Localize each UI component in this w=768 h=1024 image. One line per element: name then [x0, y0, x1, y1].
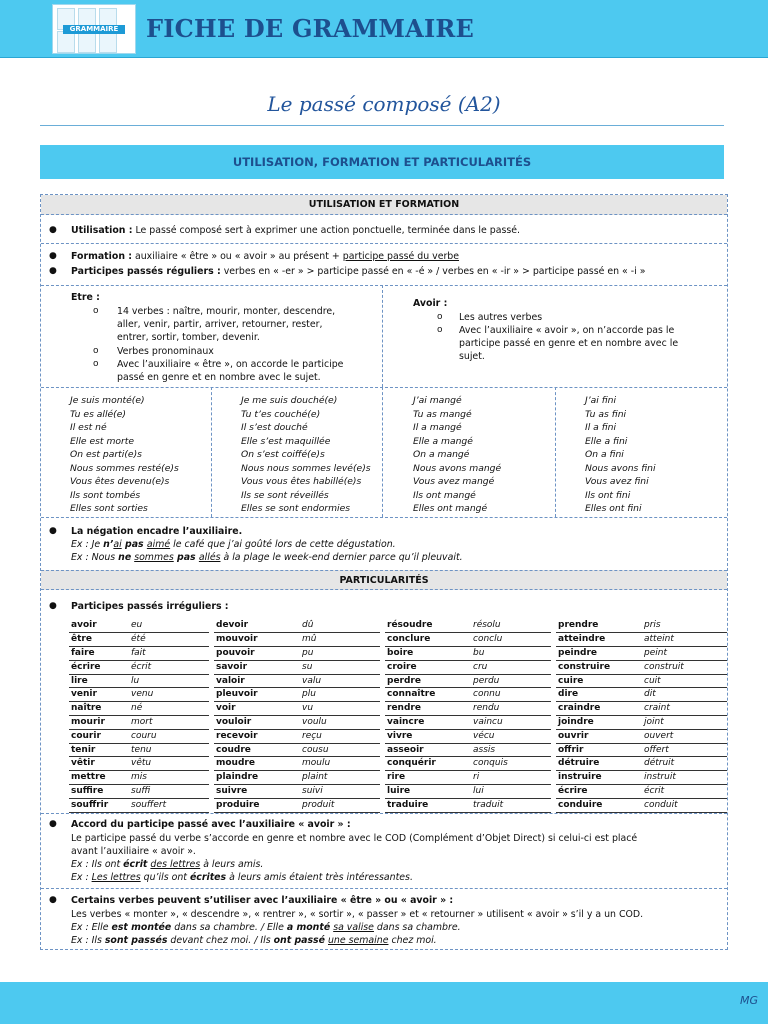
participle-cell: bu: [471, 647, 551, 661]
infinitive-cell: savoir: [214, 660, 300, 674]
conjugation-item: Elles sont sorties: [70, 503, 148, 514]
table-row: [41, 688, 727, 702]
bullet: ●: [49, 601, 57, 611]
table-row: [41, 619, 727, 633]
infinitive-cell: dire: [556, 688, 642, 702]
participle-cell: couru: [129, 729, 209, 743]
conjugation-item: Elles ont mangé: [413, 503, 488, 514]
infinitive-cell: croire: [385, 660, 471, 674]
table-row: [41, 647, 727, 661]
table-row: [41, 660, 727, 674]
infinitive-cell: connaître: [385, 688, 471, 702]
infinitive-cell: mettre: [69, 771, 129, 785]
table-row: [41, 757, 727, 771]
infinitive-cell: luire: [385, 785, 471, 799]
negation-example-1: Ex : Je n’ai pas aimé le café que j’ai goûté lors de cette dégustation.: [71, 539, 396, 550]
conjugation-item: Je me suis douché(e): [241, 395, 338, 406]
infinitive-cell: vaincre: [385, 716, 471, 730]
infinitive-cell: coudre: [214, 743, 300, 757]
participle-cell: pu: [300, 647, 380, 661]
conjugation-item: Elles se sont endormies: [241, 503, 351, 514]
infinitive-cell: cuire: [556, 674, 642, 688]
conjugation-item: Nous avons mangé: [413, 462, 502, 474]
infinitive-cell: voir: [214, 702, 300, 716]
participle-cell: suivi: [300, 785, 380, 799]
bullet: ●: [49, 895, 57, 905]
participle-cell: cru: [471, 660, 551, 674]
bullet: ●: [49, 266, 57, 276]
infinitive-cell: asseoir: [385, 743, 471, 757]
participle-cell: mis: [129, 771, 209, 785]
page-title: Le passé composé (A2): [267, 92, 501, 116]
section-header-utilisation: UTILISATION ET FORMATION: [41, 195, 727, 215]
table-row: [41, 798, 727, 812]
infinitive-cell: naître: [69, 702, 129, 716]
infinitive-cell: être: [69, 633, 129, 647]
table-row: [41, 633, 727, 647]
infinitive-cell: détruire: [556, 757, 642, 771]
conjugation-item: On est parti(e)s: [70, 449, 142, 460]
double-example-2: Ex : Ils sont passés devant chez moi. / Ils ont passé une semaine chez moi.: [71, 935, 437, 946]
participle-cell: fait: [129, 647, 209, 661]
conjugation-item: Ils sont tombés: [70, 489, 141, 501]
avoir-label: Avoir :: [413, 298, 448, 309]
brand-title: FICHE DE GRAMMAIRE: [146, 14, 475, 43]
participle-cell: cousu: [300, 743, 380, 757]
negation-label: La négation encadre l’auxiliaire.: [71, 526, 243, 537]
infinitive-cell: conquérir: [385, 757, 471, 771]
conjugation-item: Je suis monté(e): [70, 395, 145, 406]
participle-cell: valu: [300, 674, 380, 688]
participle-cell: instruit: [642, 771, 727, 785]
table-row: [41, 716, 727, 730]
participle-cell: pris: [642, 619, 727, 633]
conjugation-item: On a mangé: [413, 449, 470, 460]
infinitive-cell: conclure: [385, 633, 471, 647]
infinitive-cell: produire: [214, 798, 300, 812]
conjugation-item: Vous avez mangé: [413, 476, 495, 487]
infinitive-cell: venir: [69, 688, 129, 702]
accord-example-1: Ex : Ils ont écrit des lettres à leurs amis.: [71, 859, 264, 870]
participle-cell: vêtu: [129, 757, 209, 771]
formation-line: Formation : auxiliaire « être » ou « avoir » au présent + participe passé du verbe: [71, 251, 460, 262]
participle-cell: vécu: [471, 729, 551, 743]
infinitive-cell: pouvoir: [214, 647, 300, 661]
participle-cell: craint: [642, 702, 727, 716]
infinitive-cell: lire: [69, 674, 129, 688]
participle-cell: atteint: [642, 633, 727, 647]
participle-cell: traduit: [471, 798, 551, 812]
grammar-sheet: UTILISATION ET FORMATION ● Utilisation : Le passé composé sert à exprimer une action ponctuelle, terminée dans le passé. ● Formation : auxiliaire « être » ou « avoir » au présent + participe passé du verbe ● Participes passés réguliers : verbes en « -er » > participe passé en « -é » / verbes en « -ir » > participe passé en « -i » Etre : o 14 verbes : naître, mourir, monter, descendre, aller, venir, partir, arriver, retourner, rester, entrer, sortir, tomber, devenir. o Verbes pronominaux o Avec l’auxiliaire « être », on accorde le participe passé en genre et en nombre avec le sujet. Avoir : o Les autres verbes o Avec l’auxiliaire « avoir », on n’accorde pas le participe passé en genre et en nombre avec le sujet. Je suis monté(e) Tu es allé(e) Il est né Elle est morte On est parti(e)s Nous sommes resté(e)s Vous êtes devenu(e)s Ils sont tombés Elles sont sorties Je me suis douché(e) Tu t’es couché(e) Il s’est douché Elle s’est maquillée On s’est coiffé(e)s Nous nous sommes levé(e)s Vous vous êtes habillé(e)s Ils se sont réveillés Elles se sont endormies J’ai mangé Tu as mangé Il a mangé Elle a mangé On a mangé Nous avons mangé Vous avez mangé Ils ont mangé Elles ont mangé J’ai fini Tu as fini Il a fini Elle a fini On a fini Nous avons fini Vous avez fini Ils ont fini Elles ont fini ● La négation encadre l’auxiliaire. Ex : Je n’ai pas aimé le café que j’ai goûté lors de cette dégustation. Ex : Nous ne sommes pas allés à la plage le week-end dernier parce qu’il pleuvait. PARTICULARITÉS ● Participes passés irréguliers : avoir eu devoir dû résoudre résolu prendre pris être été mouvoir mû conclure conclu atteindre atteint faire fait pouvoir pu boire bu peindre peint écrire écrit savoir su croire cru construire construit lire lu valoir valu perdre perdu cuire cuit venir venu pleuvoir plu connaître connu dire dit naître né voir vu rendre rendu craindre craint mourir mort vouloir voulu vaincre vaincu joindre joint courir couru recevoir reçu vivre vécu ouvrir ouvert tenir tenu coudre cousu asseoir assis offrir offert vêtir vêtu moudre moulu conquérir conquis détruire détruit mettre mis plaindre plaint rire ri instruire instruit suffire suffi suivre suivi luire lui écrire écrit souffrir souffert produire produit traduire traduit conduire conduit ● Accord du participe passé avec l’auxiliaire « avoir » : Le participe passé du verbe s’accorde en genre et nombre avec le COD (Complément d’Objet Direct) si celui-ci est placé avant l’auxiliaire « avoir ». Ex : Ils ont écrit des lettres à leurs amis. Ex : Les lettres qu’ils ont écrites à leurs amis étaient très intéressantes. ● Certains verbes peuvent s’utiliser avec l’auxiliaire « être » ou « avoir » : Les verbes « monter », « descendre », « rentrer », « sortir », « passer » et « retourner » utilisent « avoir » s’il y a un COD. Ex : Elle est montée dans sa chambre. / Elle a monté sa valise dans sa chambre. Ex : Ils sont passés devant chez moi. / Ils ont passé une semaine chez moi.: [40, 194, 728, 950]
participle-cell: vu: [300, 702, 380, 716]
infinitive-cell: résoudre: [385, 619, 471, 633]
conjugation-item: Vous vous êtes habillé(e)s: [241, 476, 362, 487]
participle-cell: moulu: [300, 757, 380, 771]
infinitive-cell: écrire: [69, 660, 129, 674]
participle-cell: ouvert: [642, 729, 727, 743]
infinitive-cell: vivre: [385, 729, 471, 743]
infinitive-cell: mouvoir: [214, 633, 300, 647]
participle-cell: lu: [129, 674, 209, 688]
accord-label: Accord du participe passé avec l’auxiliaire « avoir » :: [71, 819, 351, 830]
conjugation-item: Ils se sont réveillés: [241, 489, 329, 501]
infinitive-cell: moudre: [214, 757, 300, 771]
infinitive-cell: boire: [385, 647, 471, 661]
participle-cell: écrit: [642, 785, 727, 799]
infinitive-cell: mourir: [69, 716, 129, 730]
utilisation-line: Utilisation : Le passé composé sert à exprimer une action ponctuelle, terminée dans le passé.: [71, 225, 520, 236]
participle-cell: suffi: [129, 785, 209, 799]
infinitive-cell: prendre: [556, 619, 642, 633]
participle-cell: offert: [642, 743, 727, 757]
participle-cell: conquis: [471, 757, 551, 771]
participle-cell: cuit: [642, 674, 727, 688]
conjugation-item: Elle a mangé: [413, 435, 473, 447]
participle-cell: été: [129, 633, 209, 647]
infinitive-cell: rendre: [385, 702, 471, 716]
participle-cell: construit: [642, 660, 727, 674]
participle-cell: plaint: [300, 771, 380, 785]
participle-cell: vaincu: [471, 716, 551, 730]
infinitive-cell: faire: [69, 647, 129, 661]
conjugation-item: Nous avons fini: [585, 462, 656, 474]
logo: [52, 4, 136, 54]
infinitive-cell: tenir: [69, 743, 129, 757]
bullet: ●: [49, 526, 57, 536]
participle-cell: reçu: [300, 729, 380, 743]
participle-cell: eu: [129, 619, 209, 633]
participle-cell: souffert: [129, 798, 209, 812]
table-row: [41, 743, 727, 757]
participle-cell: conduit: [642, 798, 727, 812]
participle-cell: joint: [642, 716, 727, 730]
negation-example-2: Ex : Nous ne sommes pas allés à la plage le week-end dernier parce qu’il pleuvait.: [71, 552, 463, 563]
infinitive-cell: devoir: [214, 619, 300, 633]
infinitive-cell: instruire: [556, 771, 642, 785]
participle-cell: conclu: [471, 633, 551, 647]
infinitive-cell: joindre: [556, 716, 642, 730]
infinitive-cell: vouloir: [214, 716, 300, 730]
conjugation-item: Il a mangé: [413, 422, 462, 433]
participle-cell: résolu: [471, 619, 551, 633]
reguliers-line: Participes passés réguliers : verbes en « -er » > participe passé en « -é » / verbes en « -ir » > participe passé en « -i »: [71, 266, 646, 277]
conjugation-item: On a fini: [585, 449, 624, 460]
conjugation-item: J’ai mangé: [413, 395, 462, 406]
conjugation-item: Vous avez fini: [585, 476, 649, 487]
author-initials: MG: [739, 994, 758, 1007]
conjugation-item: Ils ont fini: [585, 489, 631, 501]
conjugation-item: J’ai fini: [585, 395, 617, 406]
conjugation-item: Tu t’es couché(e): [241, 408, 321, 420]
participle-cell: peint: [642, 647, 727, 661]
irreguliers-label: Participes passés irréguliers :: [71, 601, 229, 612]
double-example-1: Ex : Elle est montée dans sa chambre. / Elle a monté sa valise dans sa chambre.: [71, 922, 461, 933]
bullet: ●: [49, 819, 57, 829]
conjugation-item: On s’est coiffé(e)s: [241, 449, 325, 460]
participle-cell: assis: [471, 743, 551, 757]
conjugation-item: Vous êtes devenu(e)s: [70, 476, 170, 487]
infinitive-cell: peindre: [556, 647, 642, 661]
infinitive-cell: atteindre: [556, 633, 642, 647]
participle-cell: détruit: [642, 757, 727, 771]
etre-label: Etre :: [71, 292, 100, 303]
infinitive-cell: recevoir: [214, 729, 300, 743]
conjugation-item: Elle s’est maquillée: [241, 435, 331, 447]
participle-cell: su: [300, 660, 380, 674]
conjugation-item: Nous nous sommes levé(e)s: [241, 462, 371, 474]
footer-bar: [0, 982, 768, 1024]
participle-cell: tenu: [129, 743, 209, 757]
infinitive-cell: rire: [385, 771, 471, 785]
participle-cell: ri: [471, 771, 551, 785]
conjugation-item: Il s’est douché: [241, 422, 308, 433]
table-row: [41, 771, 727, 785]
participle-cell: écrit: [129, 660, 209, 674]
participle-cell: perdu: [471, 674, 551, 688]
infinitive-cell: offrir: [556, 743, 642, 757]
title-underline: [40, 125, 724, 126]
participle-cell: voulu: [300, 716, 380, 730]
section-band: UTILISATION, FORMATION ET PARTICULARITÉS: [40, 145, 724, 179]
table-row: [41, 729, 727, 743]
infinitive-cell: suffire: [69, 785, 129, 799]
table-row: [41, 674, 727, 688]
infinitive-cell: écrire: [556, 785, 642, 799]
participle-cell: dit: [642, 688, 727, 702]
irregular-participles-table: [41, 619, 727, 813]
participle-cell: mû: [300, 633, 380, 647]
infinitive-cell: ouvrir: [556, 729, 642, 743]
infinitive-cell: traduire: [385, 798, 471, 812]
infinitive-cell: avoir: [69, 619, 129, 633]
participle-cell: connu: [471, 688, 551, 702]
conjugation-item: Tu as mangé: [413, 408, 472, 420]
infinitive-cell: souffrir: [69, 798, 129, 812]
logo-text: GRAMMAIRE: [63, 25, 125, 34]
conjugation-item: Elle est morte: [70, 435, 135, 447]
table-row: [41, 785, 727, 799]
conjugation-item: Tu as fini: [585, 408, 627, 420]
table-row: [41, 702, 727, 716]
accord-example-2: Ex : Les lettres qu’ils ont écrites à leurs amis étaient très intéressantes.: [71, 872, 413, 883]
conjugation-item: Elles ont fini: [585, 503, 642, 514]
conjugation-item: Il est né: [70, 422, 107, 433]
participle-cell: produit: [300, 798, 380, 812]
bullet: ●: [49, 225, 57, 235]
infinitive-cell: perdre: [385, 674, 471, 688]
infinitive-cell: plaindre: [214, 771, 300, 785]
bullet: ●: [49, 251, 57, 261]
infinitive-cell: pleuvoir: [214, 688, 300, 702]
conjugation-item: Il a fini: [585, 422, 617, 433]
conjugation-item: Tu es allé(e): [70, 408, 126, 420]
infinitive-cell: vêtir: [69, 757, 129, 771]
infinitive-cell: suivre: [214, 785, 300, 799]
conjugation-item: Elle a fini: [585, 435, 628, 447]
participle-cell: rendu: [471, 702, 551, 716]
participle-cell: né: [129, 702, 209, 716]
infinitive-cell: craindre: [556, 702, 642, 716]
participle-cell: mort: [129, 716, 209, 730]
participle-cell: dû: [300, 619, 380, 633]
infinitive-cell: courir: [69, 729, 129, 743]
infinitive-cell: conduire: [556, 798, 642, 812]
header-bar: [0, 0, 768, 58]
conjugation-item: Ils ont mangé: [413, 489, 476, 501]
double-aux-label: Certains verbes peuvent s’utiliser avec l’auxiliaire « être » ou « avoir » :: [71, 895, 454, 906]
participle-cell: plu: [300, 688, 380, 702]
participle-cell: lui: [471, 785, 551, 799]
infinitive-cell: valoir: [214, 674, 300, 688]
section-header-particularites: PARTICULARITÉS: [41, 570, 727, 590]
participle-cell: venu: [129, 688, 209, 702]
infinitive-cell: construire: [556, 660, 642, 674]
conjugation-item: Nous sommes resté(e)s: [70, 462, 179, 474]
